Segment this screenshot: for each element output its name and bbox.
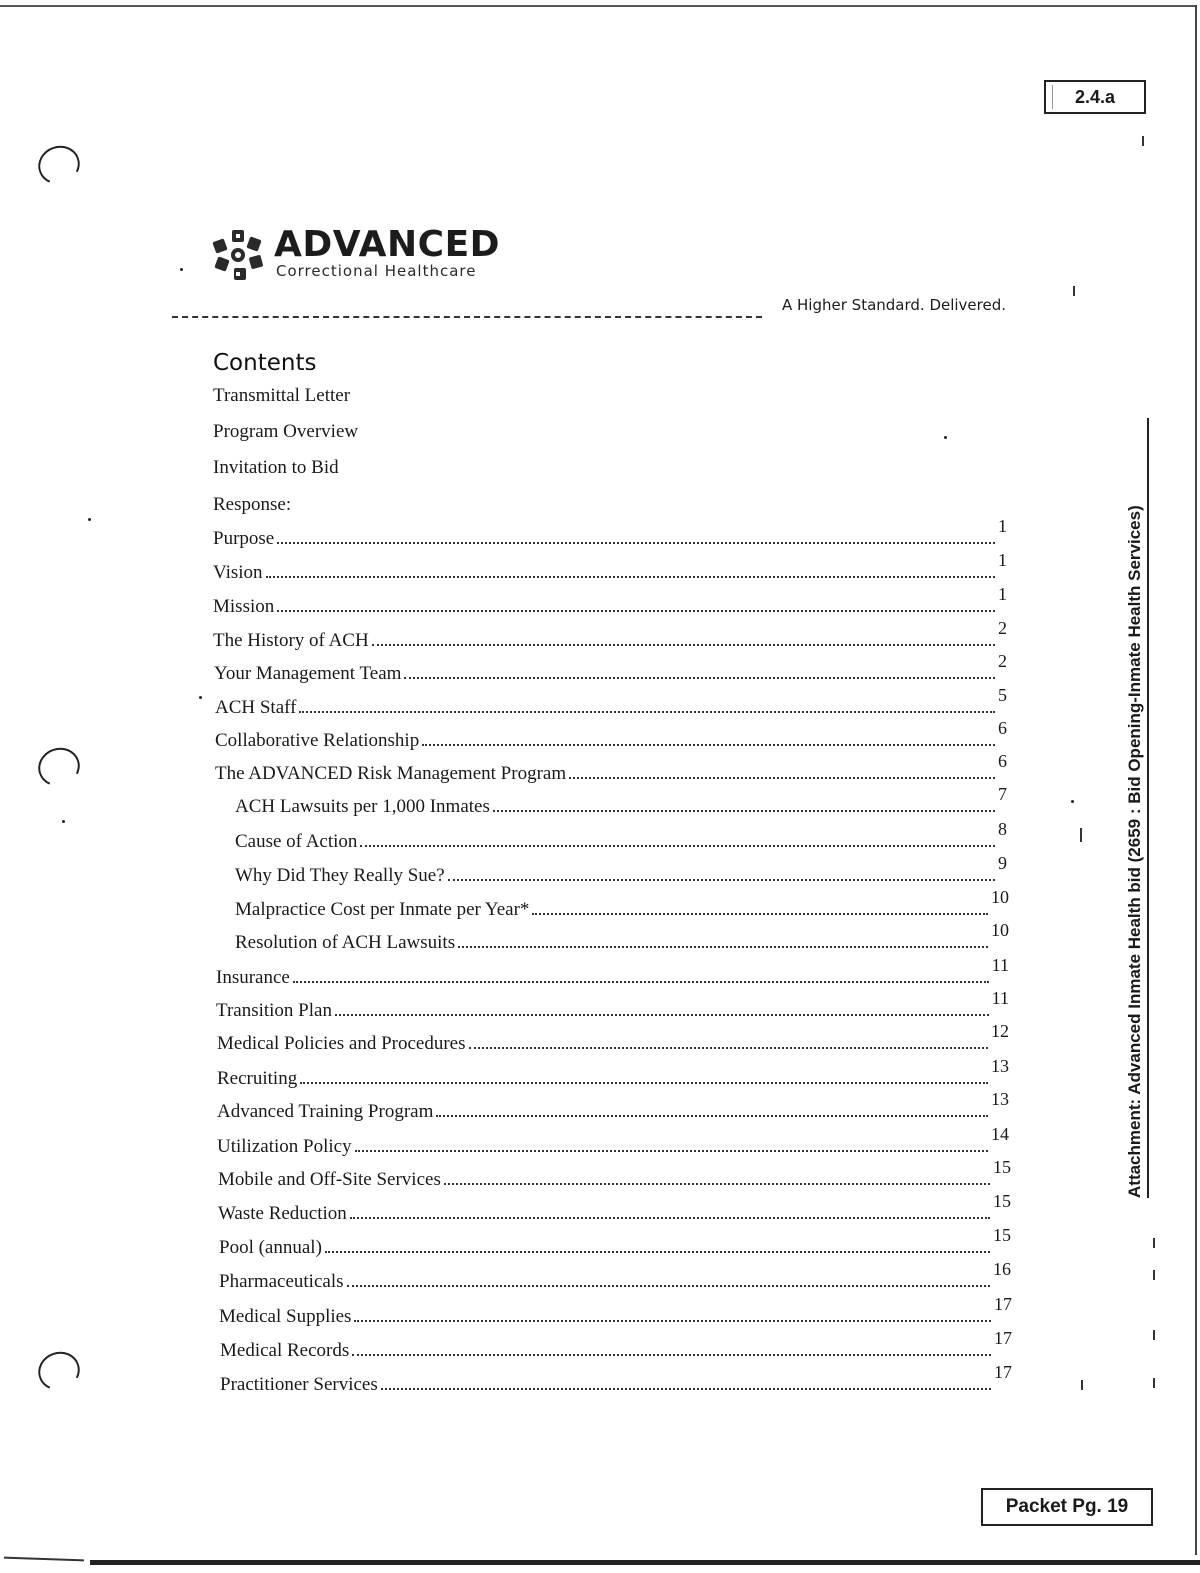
toc-entry[interactable] bbox=[217, 1056, 1009, 1090]
tagline: A Higher Standard. Delivered. bbox=[782, 296, 1007, 314]
toc-entry-title: Recruiting bbox=[217, 1068, 298, 1089]
toc-entry[interactable] bbox=[219, 1225, 1011, 1259]
scan-tick bbox=[1142, 136, 1144, 146]
toc-entry-page: 7 bbox=[998, 784, 1007, 804]
toc-leader bbox=[347, 1285, 990, 1287]
toc-entry-page: 6 bbox=[998, 751, 1007, 771]
toc-leader bbox=[352, 1354, 991, 1356]
toc-leader bbox=[532, 913, 988, 915]
toc-entry-page: 11 bbox=[991, 955, 1009, 975]
toc-entry-title: The ADVANCED Risk Management Program bbox=[215, 763, 567, 784]
toc-entry-title: Utilization Policy bbox=[217, 1136, 352, 1157]
scan-tick bbox=[1073, 286, 1075, 296]
toc-entry[interactable] bbox=[220, 1328, 1012, 1362]
binder-hole-middle bbox=[33, 742, 85, 792]
toc-entry-page: 17 bbox=[994, 1294, 1012, 1314]
contents-plain-item: Response: bbox=[213, 494, 292, 515]
toc-leader bbox=[354, 1320, 991, 1322]
scan-tick bbox=[1153, 1238, 1155, 1248]
logo-title: ADVANCED bbox=[274, 224, 501, 265]
contents-plain-item: Transmittal Letter bbox=[213, 385, 351, 406]
ach-logo-mark-icon bbox=[212, 228, 264, 282]
toc-entry-page: 12 bbox=[991, 1021, 1009, 1041]
section-reference-box: 2.4.a bbox=[1044, 80, 1146, 114]
packet-page-box: Packet Pg. 19 bbox=[981, 1488, 1153, 1526]
toc-subentry[interactable] bbox=[235, 920, 1009, 954]
toc-entry-title: ACH Staff bbox=[215, 697, 297, 718]
toc-entry-page: 2 bbox=[998, 651, 1007, 671]
toc-entry-page: 2 bbox=[998, 618, 1007, 638]
toc-entry-page: 17 bbox=[994, 1362, 1012, 1382]
toc-leader bbox=[266, 576, 995, 578]
toc-entry-title: Pool (annual) bbox=[219, 1237, 322, 1258]
toc-entry-page: 8 bbox=[998, 819, 1007, 839]
scan-tick bbox=[1153, 1378, 1155, 1388]
header-dashed-rule bbox=[172, 316, 762, 318]
page-border-right bbox=[1195, 5, 1197, 1555]
toc-entry-page: 11 bbox=[991, 988, 1009, 1008]
toc-entry-title: Malpractice Cost per Inmate per Year* bbox=[235, 899, 530, 920]
scan-speck bbox=[88, 518, 91, 521]
page-border-bottom bbox=[90, 1560, 1200, 1565]
scan-tick bbox=[1153, 1330, 1155, 1340]
toc-entry[interactable] bbox=[218, 1157, 1011, 1191]
toc-entry-page: 9 bbox=[998, 853, 1007, 873]
company-logo bbox=[212, 226, 512, 286]
scan-speck bbox=[62, 820, 65, 823]
toc-entry-title: Transition Plan bbox=[216, 1000, 332, 1021]
scan-speck bbox=[199, 696, 202, 699]
toc-leader bbox=[325, 1251, 990, 1253]
toc-entry[interactable] bbox=[217, 1089, 1009, 1123]
toc-entry-title: Why Did They Really Sue? bbox=[235, 865, 445, 886]
toc-leader bbox=[350, 1217, 990, 1219]
toc-entry-page: 13 bbox=[991, 1089, 1009, 1109]
toc-entry[interactable] bbox=[218, 1191, 1011, 1225]
toc-entry[interactable] bbox=[214, 651, 1007, 685]
toc-entry-page: 15 bbox=[993, 1157, 1011, 1177]
toc-entry-title: Waste Reduction bbox=[218, 1203, 347, 1224]
toc-leader bbox=[300, 1082, 988, 1084]
toc-entry-title: Your Management Team bbox=[214, 663, 402, 684]
toc-entry-page: 1 bbox=[998, 550, 1007, 570]
toc-entry[interactable] bbox=[215, 685, 1007, 719]
toc-leader bbox=[404, 677, 995, 679]
toc-leader bbox=[381, 1388, 991, 1390]
toc-entry-page: 13 bbox=[991, 1056, 1009, 1076]
toc-entry-title: Medical Supplies bbox=[219, 1306, 352, 1327]
toc-leader bbox=[469, 1047, 988, 1049]
scan-speck bbox=[1071, 800, 1074, 803]
toc-subentry[interactable] bbox=[235, 887, 1009, 921]
toc-entry-page: 16 bbox=[993, 1259, 1011, 1279]
contents-plain-item: Program Overview bbox=[213, 421, 359, 442]
toc-leader bbox=[569, 777, 995, 779]
toc-entry-page: 10 bbox=[991, 920, 1009, 940]
binder-hole-bottom bbox=[33, 1346, 85, 1396]
toc-entry-title: Advanced Training Program bbox=[217, 1101, 434, 1122]
toc-entry[interactable] bbox=[213, 584, 1007, 618]
toc-entry-page: 15 bbox=[993, 1191, 1011, 1211]
toc-leader bbox=[360, 845, 995, 847]
toc-entry-title: The History of ACH bbox=[213, 630, 369, 651]
toc-entry-title: Mobile and Off-Site Services bbox=[218, 1169, 441, 1190]
toc-entry[interactable] bbox=[215, 718, 1007, 752]
toc-entry[interactable] bbox=[215, 751, 1007, 785]
attachment-side-label: Attachment: Advanced Inmate Health bid (2659 : Bid Opening-Inmate Health Services) bbox=[1125, 418, 1149, 1198]
toc-entry-title: Collaborative Relationship bbox=[215, 730, 420, 751]
scan-speck bbox=[944, 436, 947, 439]
toc-entry[interactable] bbox=[219, 1259, 1011, 1293]
toc-leader bbox=[355, 1150, 988, 1152]
toc-leader bbox=[422, 744, 995, 746]
toc-entry-title: Pharmaceuticals bbox=[219, 1271, 344, 1292]
toc-entry-page: 14 bbox=[991, 1124, 1009, 1144]
contents-plain-item: Invitation to Bid bbox=[213, 457, 339, 478]
toc-leader bbox=[277, 610, 995, 612]
toc-entry[interactable] bbox=[213, 618, 1007, 652]
scan-mark bbox=[4, 1551, 84, 1562]
toc-leader bbox=[335, 1014, 989, 1016]
toc-entry[interactable] bbox=[213, 516, 1007, 550]
toc-entry-page: 5 bbox=[998, 685, 1007, 705]
contents-heading: Contents bbox=[213, 350, 317, 376]
toc-entry-title: Medical Policies and Procedures bbox=[217, 1033, 466, 1054]
scan-tick bbox=[1153, 1270, 1155, 1280]
page-border-top bbox=[0, 5, 1196, 7]
logo-subtitle: Correctional Healthcare bbox=[276, 262, 477, 280]
toc-entry-title: Insurance bbox=[216, 967, 290, 988]
toc-entry[interactable] bbox=[216, 955, 1009, 989]
toc-leader bbox=[458, 946, 988, 948]
toc-entry[interactable] bbox=[216, 988, 1009, 1022]
scan-tick bbox=[1081, 1380, 1083, 1390]
toc-entry-page: 1 bbox=[998, 584, 1007, 604]
toc-leader bbox=[493, 810, 995, 812]
toc-entry-page: 1 bbox=[998, 516, 1007, 536]
toc-subentry[interactable] bbox=[235, 819, 1007, 853]
scan-speck bbox=[180, 268, 183, 271]
toc-entry-title: Mission bbox=[213, 596, 275, 617]
toc-entry-title: Purpose bbox=[213, 528, 275, 549]
toc-entry-title: Medical Records bbox=[220, 1340, 350, 1361]
toc-entry-title: ACH Lawsuits per 1,000 Inmates bbox=[235, 796, 490, 817]
toc-entry[interactable] bbox=[217, 1021, 1009, 1055]
toc-entry-page: 17 bbox=[994, 1328, 1012, 1348]
binder-hole-top bbox=[33, 140, 85, 190]
toc-entry[interactable] bbox=[219, 1294, 1012, 1328]
toc-subentry[interactable] bbox=[235, 784, 1007, 818]
toc-leader bbox=[372, 644, 995, 646]
toc-leader bbox=[444, 1183, 990, 1185]
scan-tick bbox=[1080, 828, 1082, 842]
toc-leader bbox=[293, 981, 989, 983]
toc-entry-page: 6 bbox=[998, 718, 1007, 738]
toc-entry-page: 10 bbox=[991, 887, 1009, 907]
toc-entry[interactable] bbox=[217, 1124, 1009, 1158]
toc-entry[interactable] bbox=[220, 1362, 1012, 1396]
toc-entry-title: Practitioner Services bbox=[220, 1374, 378, 1395]
toc-leader bbox=[299, 711, 995, 713]
toc-subentry[interactable] bbox=[235, 853, 1007, 887]
toc-entry[interactable] bbox=[213, 550, 1007, 584]
toc-leader bbox=[277, 542, 995, 544]
toc-leader bbox=[448, 879, 995, 881]
toc-entry-title: Vision bbox=[213, 562, 263, 583]
toc-entry-page: 15 bbox=[993, 1225, 1011, 1245]
toc-leader bbox=[436, 1115, 988, 1117]
toc-entry-title: Resolution of ACH Lawsuits bbox=[235, 932, 456, 953]
toc-entry-title: Cause of Action bbox=[235, 831, 358, 852]
